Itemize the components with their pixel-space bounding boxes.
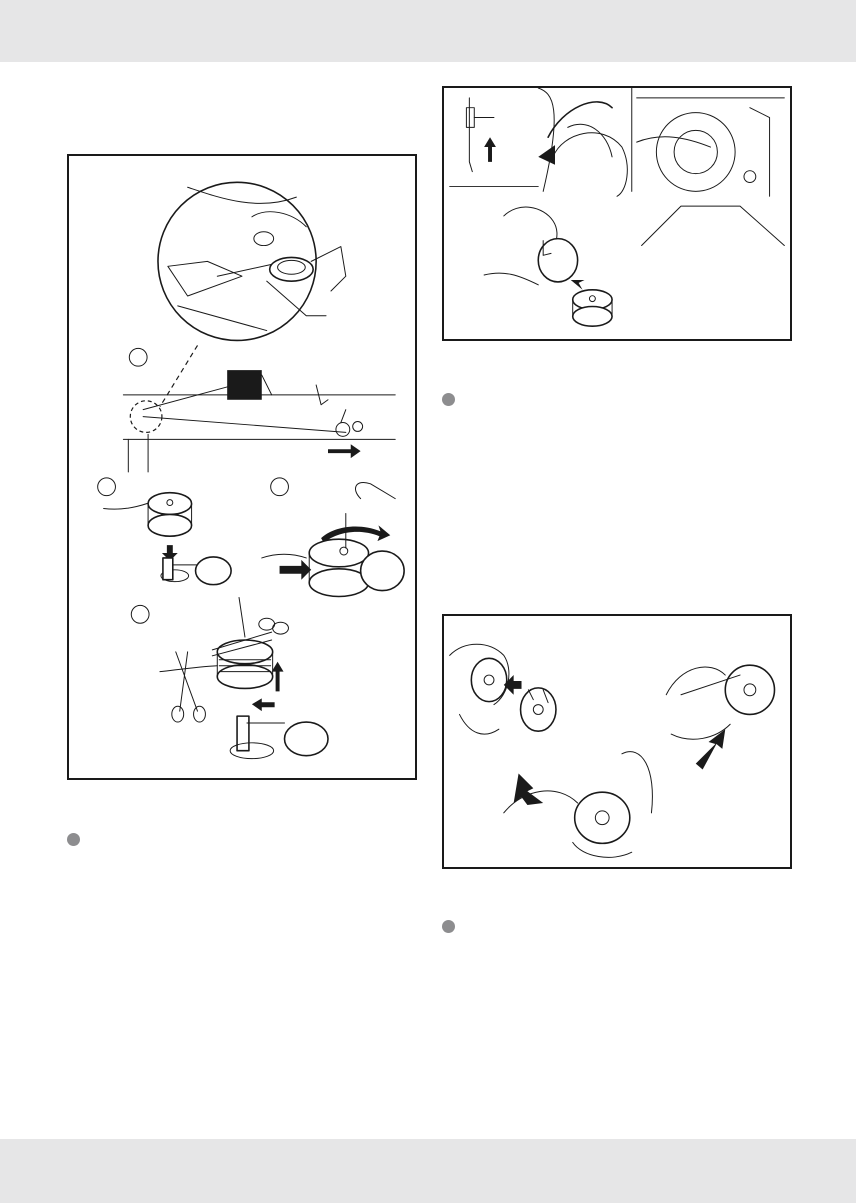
bobbin-insertion-icon (444, 616, 790, 867)
bullet-point (442, 393, 455, 406)
bobbin-insertion-figure (442, 614, 792, 869)
bullet-point (442, 920, 455, 933)
bobbin-case-removal-icon (444, 88, 790, 339)
footer-band (0, 1139, 856, 1203)
bobbin-winding-icon (69, 156, 415, 778)
bobbin-winding-figure (67, 154, 417, 780)
header-band (0, 0, 856, 62)
bullet-point (67, 833, 80, 846)
bobbin-case-removal-figure (442, 86, 792, 341)
